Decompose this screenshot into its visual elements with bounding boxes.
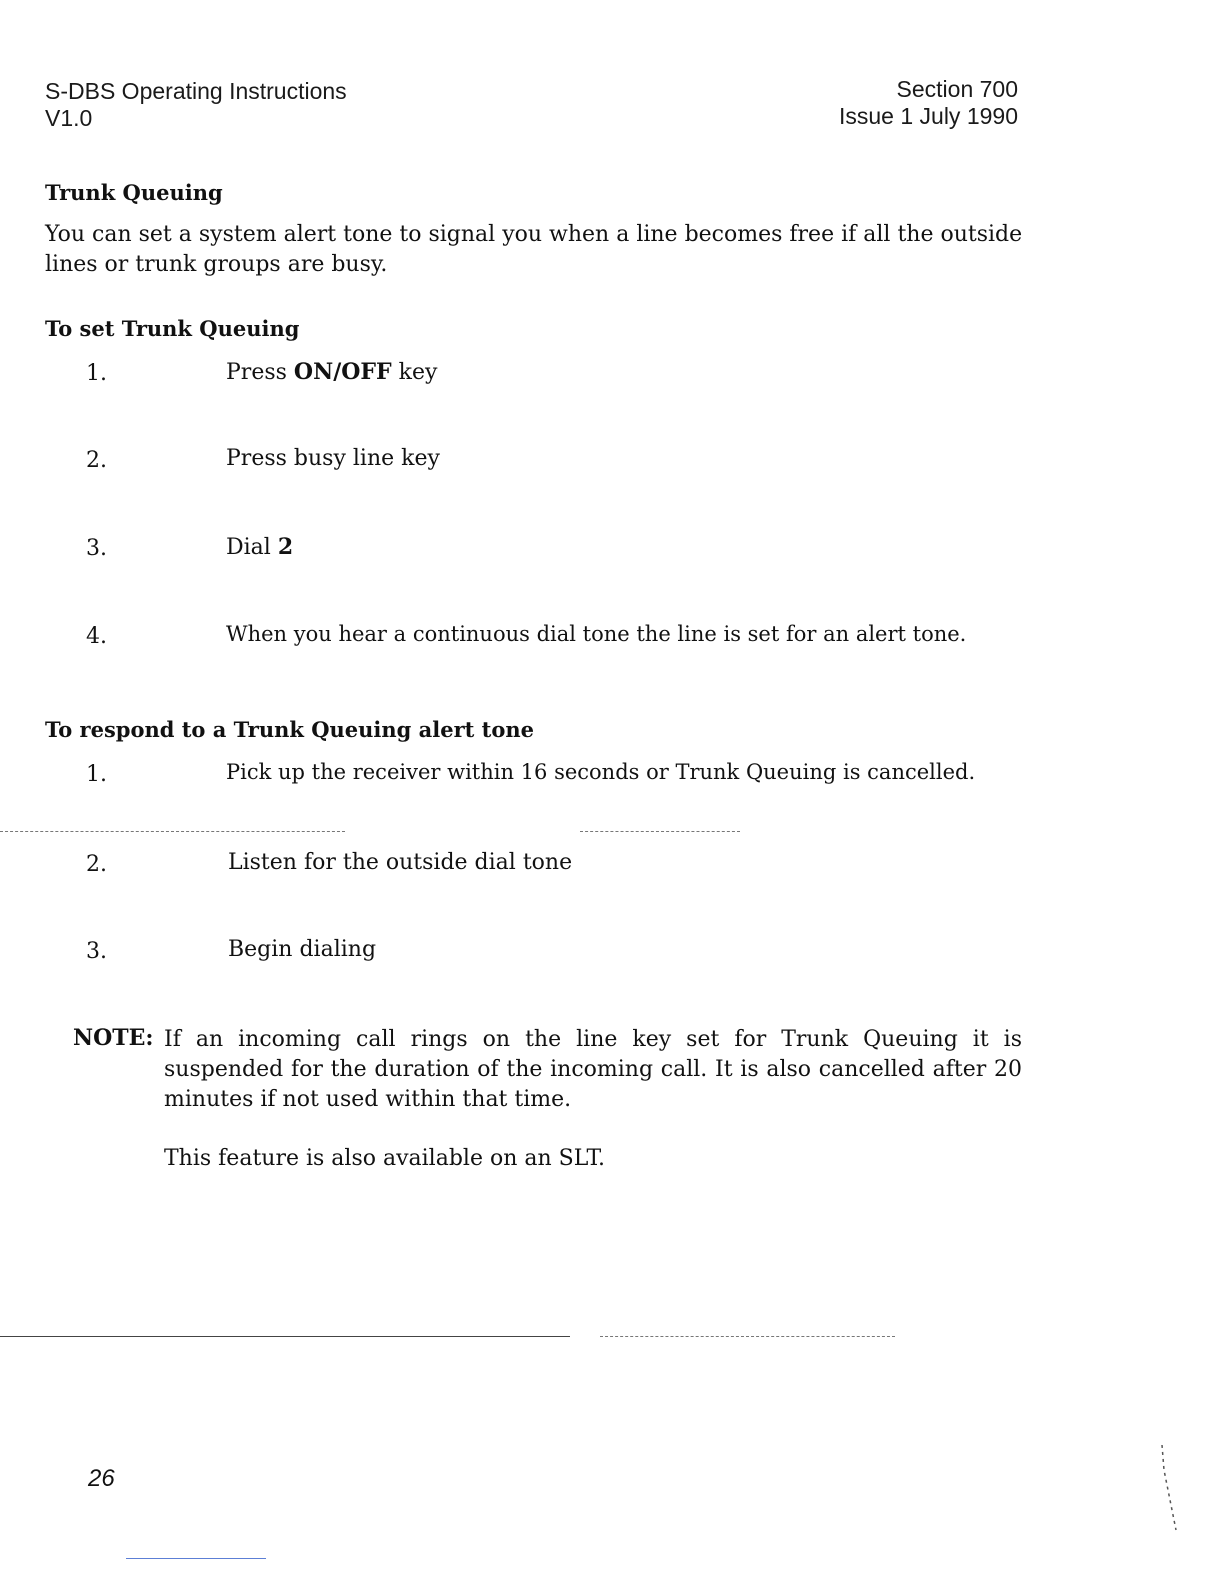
set-step-2-number: 2.	[86, 448, 107, 473]
page-number: 26	[88, 1465, 115, 1492]
note-text: If an incoming call rings on the line key set for Trunk Queuing it is suspended for the duration of the incoming call. It is also cancelled after 20 minutes if not used within that time.	[164, 1027, 1022, 1112]
note-label: NOTE:	[73, 1025, 154, 1051]
on-off-key-label: ON/OFF	[293, 359, 392, 385]
scan-divider-2	[580, 831, 740, 832]
bottom-divider	[0, 1336, 570, 1337]
respond-step-1-number: 1.	[86, 762, 107, 787]
issue-date: Issue 1 July 1990	[838, 103, 1018, 129]
respond-step-3: Begin dialing	[228, 937, 377, 962]
set-step-1-number: 1.	[86, 361, 107, 386]
header-right	[839, 76, 1018, 130]
scan-edge-line	[126, 1558, 266, 1559]
set-step-1-post: key	[391, 360, 438, 385]
respond-step-3-number: 3.	[86, 939, 107, 964]
bottom-divider-2	[600, 1336, 895, 1337]
section-number: Section 700	[896, 76, 1018, 102]
respond-step-2: Listen for the outside dial tone	[228, 850, 573, 875]
respond-procedure-title: To respond to a Trunk Queuing alert tone	[45, 717, 535, 742]
dial-digit: 2	[277, 534, 294, 560]
set-procedure-title: To set Trunk Queuing	[45, 316, 300, 341]
set-step-1	[226, 359, 437, 385]
intro-paragraph: You can set a system alert tone to signal you when a line becomes free if all the outside lines or trunk groups are busy.	[45, 222, 1023, 277]
set-step-4-number: 4.	[86, 624, 107, 649]
set-step-2: Press busy line key	[226, 446, 440, 471]
set-step-3-pre: Dial	[226, 535, 278, 560]
respond-step-1: Pick up the receiver within 16 seconds or Trunk Queuing is cancelled.	[226, 760, 976, 784]
doc-version: V1.0	[45, 105, 93, 131]
scan-divider	[0, 831, 345, 832]
note-slt-availability: This feature is also available on an SLT.	[164, 1146, 605, 1171]
scan-mark	[1150, 1440, 1190, 1540]
set-step-3	[226, 534, 293, 560]
respond-step-2-number: 2.	[86, 852, 107, 877]
header-left	[45, 78, 347, 132]
set-step-3-number: 3.	[86, 536, 107, 561]
doc-title: S-DBS Operating Instructions	[45, 78, 347, 104]
set-step-4: When you hear a continuous dial tone the line is set for an alert tone.	[226, 622, 967, 646]
set-step-1-pre: Press	[226, 360, 294, 385]
section-title: Trunk Queuing	[45, 180, 223, 205]
